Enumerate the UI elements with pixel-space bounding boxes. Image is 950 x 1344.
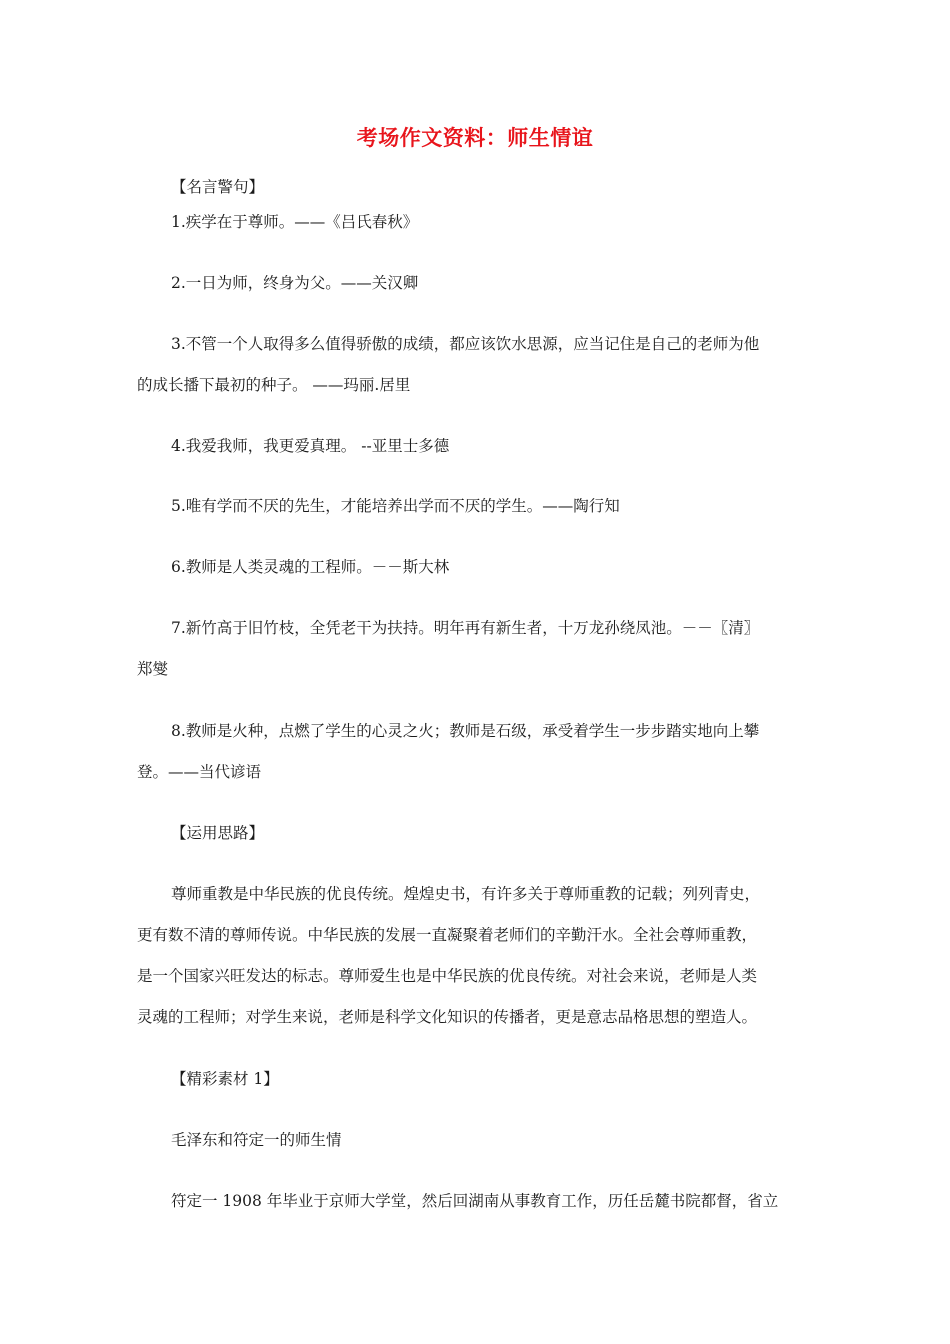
- story-title: 毛泽东和符定一的师生情: [171, 1131, 342, 1149]
- quote-line-continued: 的成长播下最初的种子。 ——玛丽.居里: [137, 376, 411, 394]
- quote-line: 2.一日为师，终身为父。——关汉卿: [171, 274, 419, 292]
- quote-line: 8.教师是火种，点燃了学生的心灵之火；教师是石级，承受着学生一步步踏实地向上攀: [171, 722, 760, 740]
- quote-line: 7.新竹高于旧竹枝，全凭老干为扶持。明年再有新生者，十万龙孙绕凤池。－－〖清〗: [171, 619, 760, 637]
- quote-line: 6.教师是人类灵魂的工程师。－－斯大林: [171, 558, 450, 576]
- section-heading-material: 【精彩素材 1】: [171, 1070, 279, 1088]
- paragraph-line: 尊师重教是中华民族的优良传统。煌煌史书，有许多关于尊师重教的记载；列列青史，: [171, 885, 761, 903]
- paragraph-line: 符定一 1908 年毕业于京师大学堂，然后回湖南从事教育工作，历任岳麓书院都督，省立: [171, 1192, 779, 1210]
- quote-line: 5.唯有学而不厌的先生，才能培养出学而不厌的学生。——陶行知: [171, 497, 620, 515]
- quote-line: 1.疾学在于尊师。——《吕氏春秋》: [171, 213, 419, 231]
- section-heading-quotes: 【名言警句】: [171, 178, 265, 196]
- quote-line: 4.我爱我师，我更爱真理。 --亚里士多德: [171, 437, 450, 455]
- document-title: 考场作文资料：师生情谊: [356, 126, 594, 150]
- section-heading-approach: 【运用思路】: [171, 824, 265, 842]
- paragraph-line: 是一个国家兴旺发达的标志。尊师爱生也是中华民族的优良传统。对社会来说，老师是人类: [137, 967, 758, 985]
- quote-line-continued: 郑燮: [137, 660, 169, 678]
- paragraph-line: 灵魂的工程师；对学生来说，老师是科学文化知识的传播者，更是意志品格思想的塑造人。: [137, 1008, 758, 1026]
- paragraph-line: 更有数不清的尊师传说。中华民族的发展一直凝聚着老师们的辛勤汗水。全社会尊师重教，: [137, 926, 758, 944]
- quote-line-continued: 登。——当代谚语: [137, 763, 262, 781]
- quote-line: 3.不管一个人取得多么值得骄傲的成绩，都应该饮水思源，应当记住是自己的老师为他: [171, 335, 760, 353]
